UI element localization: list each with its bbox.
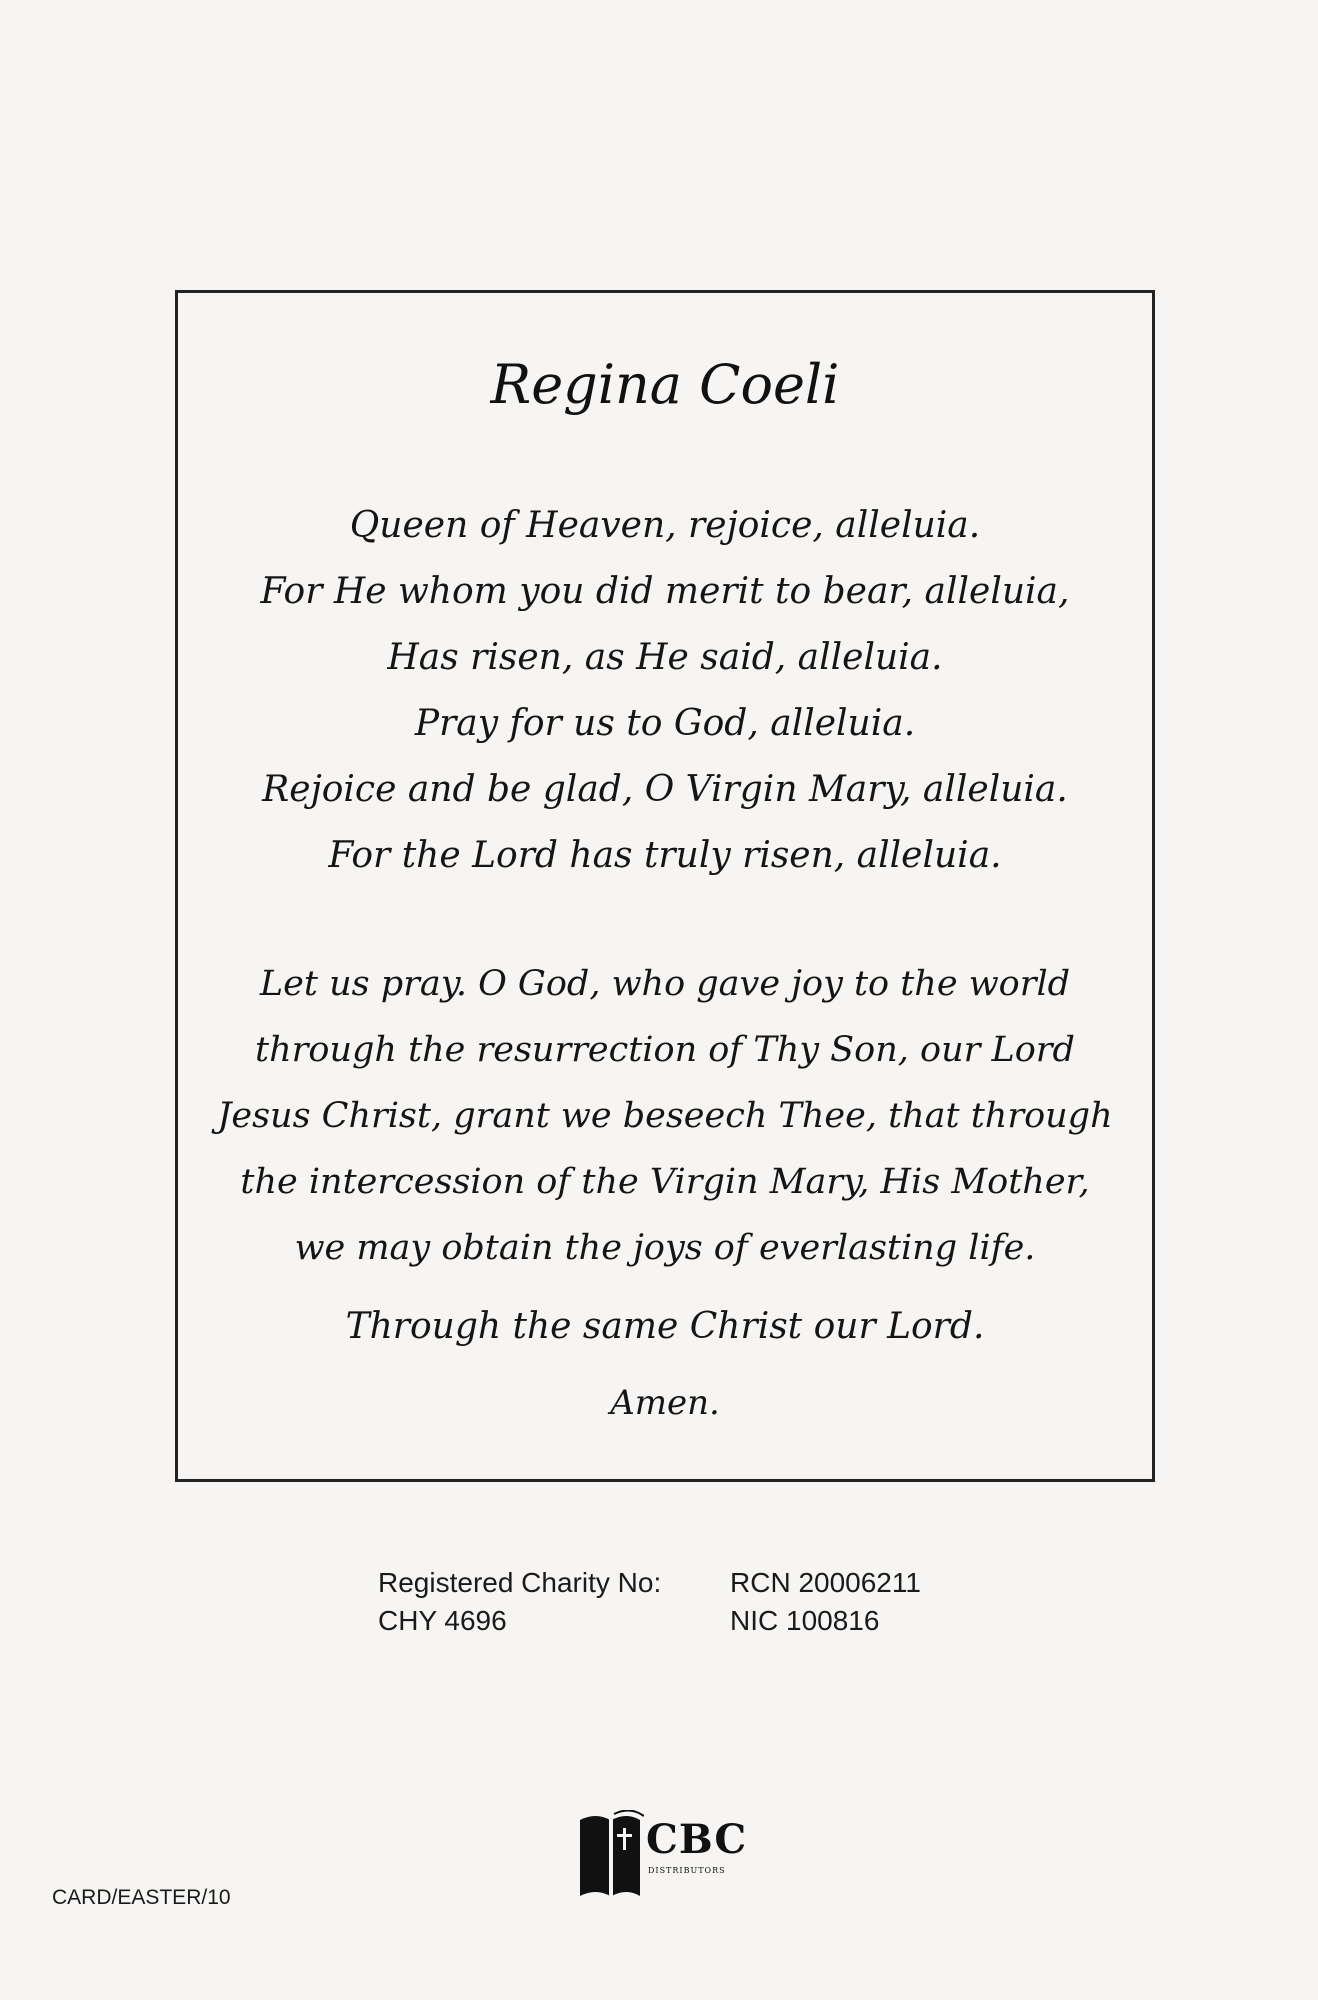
prayer-title: Regina Coeli bbox=[490, 353, 840, 416]
collect-line: through the resurrection of Thy Son, our Lord bbox=[255, 1030, 1075, 1070]
prayer-closing: Through the same Christ our Lord. bbox=[345, 1306, 985, 1347]
prayer-amen: Amen. bbox=[610, 1383, 720, 1423]
card-code: CARD/EASTER/10 bbox=[52, 1886, 231, 1909]
logo-subtitle: DISTRIBUTORS bbox=[648, 1866, 726, 1875]
collect-line: we may obtain the joys of everlasting life. bbox=[294, 1228, 1036, 1268]
prayer-verses bbox=[178, 493, 1152, 889]
charity-row bbox=[378, 1602, 880, 1640]
nic-number: NIC 100816 bbox=[730, 1605, 880, 1636]
logo-name: CBC bbox=[646, 1816, 748, 1863]
collect-line: the intercession of the Virgin Mary, His Mother, bbox=[240, 1162, 1090, 1202]
verse-line: For He whom you did merit to bear, alleluia, bbox=[260, 571, 1070, 612]
verse-line: Queen of Heaven, rejoice, alleluia. bbox=[349, 505, 981, 546]
collect-line: Jesus Christ, grant we beseech Thee, that through bbox=[217, 1096, 1113, 1136]
charity-label: Registered Charity No: bbox=[378, 1567, 662, 1598]
prayer-frame bbox=[175, 290, 1155, 1482]
verse-line: For the Lord has truly risen, alleluia. bbox=[328, 835, 1002, 876]
rcn-number: RCN 20006211 bbox=[730, 1567, 921, 1598]
verse-line: Has risen, as He said, alleluia. bbox=[387, 637, 943, 678]
verse-line: Pray for us to God, alleluia. bbox=[414, 703, 916, 744]
cbc-logo bbox=[578, 1810, 758, 1900]
collect-line: Let us pray. O God, who gave joy to the world bbox=[259, 964, 1071, 1004]
verse-line: Rejoice and be glad, O Virgin Mary, alleluia. bbox=[262, 769, 1068, 810]
book-cross-icon bbox=[578, 1810, 644, 1900]
prayer-collect bbox=[178, 951, 1152, 1281]
charity-info bbox=[378, 1564, 921, 1640]
charity-row bbox=[378, 1564, 921, 1602]
chy-number: CHY 4696 bbox=[378, 1605, 507, 1636]
